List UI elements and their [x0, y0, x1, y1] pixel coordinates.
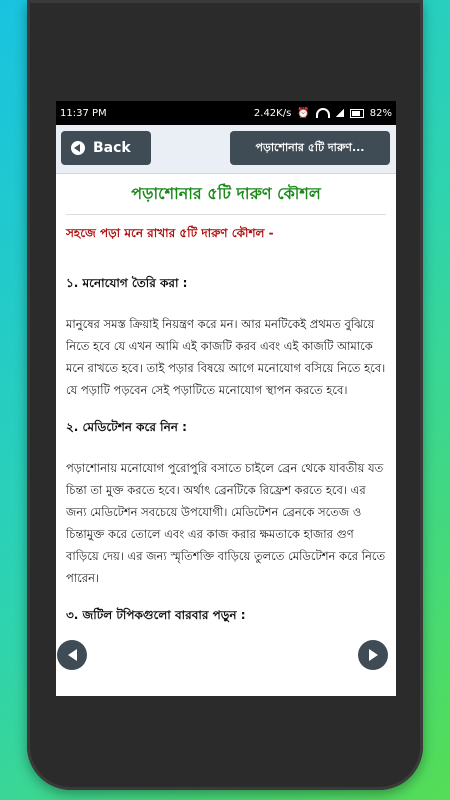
article-heading: পড়াশোনার ৫টি দারুণ কৌশল — [66, 181, 386, 215]
section-title: ৩. জটিল টপিকগুলো বারবার পড়ুন : — [66, 608, 246, 622]
article-content[interactable] — [56, 173, 396, 696]
app-screen — [56, 101, 396, 696]
back-button-label: Back — [93, 140, 131, 156]
page-title-button[interactable]: পড়াশোনার ৫টি দারুণ... — [230, 131, 390, 165]
app-bar — [56, 125, 396, 174]
back-arrow-icon — [71, 141, 85, 155]
signal-icon — [336, 109, 344, 117]
wifi-icon — [316, 108, 330, 118]
section-title: ২. মেডিটেশন করে নিন : — [66, 420, 187, 434]
status-bar — [56, 101, 396, 125]
back-button[interactable] — [61, 131, 151, 165]
alarm-icon: ⏰ — [297, 107, 310, 119]
section-title: ১. মনোযোগ তৈরি করা : — [66, 276, 188, 290]
section-body: মানুষের সমস্ত ক্রিয়াই নিয়ন্ত্রণ করে মন। আর মনটিকেই প্রথমত বুঝিয়ে নিতে হবে যে এখন আমি এই কাজটি করব এবং এই কাজটি আমাকে মনে রাখতে হবে। তাই পড়ার বিষয়ে আগে মনোযোগ বসিয়ে নিতে হবে। যে পড়াটি পড়বেন সেই পড়াটিতে মনোযোগ স্থাপন করতে হবে। — [66, 317, 386, 397]
chevron-left-icon — [68, 649, 77, 661]
status-time: 11:37 PM — [60, 107, 107, 119]
article-subheading: সহজে পড়া মনে রাখার ৫টি দারুণ কৌশল - — [66, 226, 274, 240]
status-right-group — [254, 108, 392, 119]
battery-icon — [350, 109, 364, 118]
section-body: পড়াশোনায় মনোযোগ পুরোপুরি বসাতে চাইলে ব্রেন থেকে যাবতীয় যত চিন্তা তা মুক্ত করতে হবে। অর্থাৎ ব্রেনটিকে রিফ্রেশ করতে হবে। এর জন্য মেডিটেশন সবচেয়ে উপযোগী। মেডিটেশন ব্রেনকে সতেজ ও চিন্তামুক্ত করে তোলে এবং এর কাজ করার ক্ষমতাকে হাজার গুণ বাড়িয়ে দেয়। এর জন্য স্মৃতিশক্তি বাড়িয়ে তুলতে মেডিটেশন করে নিতে পারেন। — [66, 461, 386, 585]
battery-percent: 82% — [369, 107, 392, 119]
next-page-button[interactable] — [358, 640, 388, 670]
chevron-right-icon — [369, 649, 378, 661]
previous-page-button[interactable] — [57, 640, 87, 670]
network-speed: 2.42K/s — [253, 107, 292, 119]
